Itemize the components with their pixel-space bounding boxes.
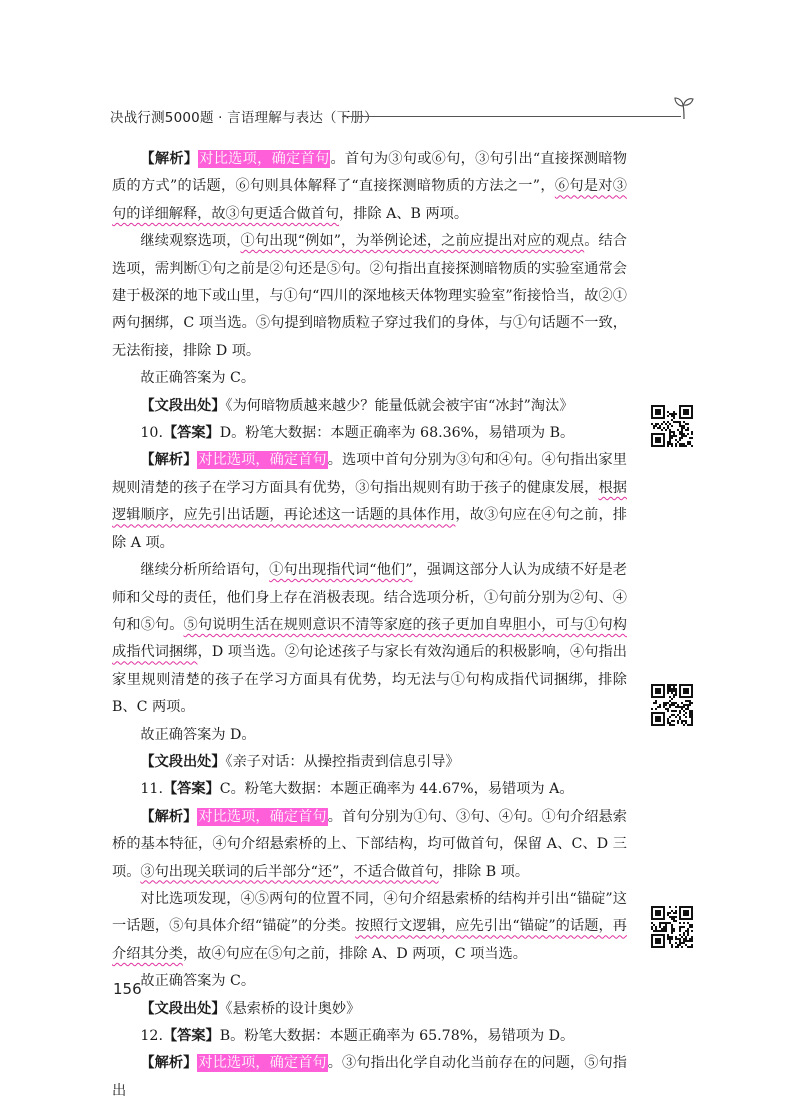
q9-p2-text-end: 。结合选项，需判断①句之前是②句还是⑤句。②句指出直接探测暗物质的实验室通常会建于极深的地下或山里，与①句“四川的深地核天体物理实验室”衔接恰当，故②①两句捆绑，C 项当选。⑤句提到暗物质粒子穿过我们的身体，与①句话题不一致，无法衔接，排除 D 项。 [112,233,627,359]
highlight-tip: 对比选项，确定首句 [198,808,327,825]
q9-analysis-text-end: ，排除 A、B 两项。 [339,205,469,222]
q10-p2-text: 继续分析所给语句， [140,562,270,579]
q11-answer [112,776,627,803]
q9-analysis-text: 。首句为③句或⑥句，③句引出“直接探测暗物质的方式”的话题，⑥句则具体解释了“直接探测暗物质的方法之一”， [112,151,627,195]
q10-p2-text-end: ，D 项当选。②句论述孩子与家长有效沟通后的积极影响，④句指出家里规则清楚的孩子在学习方面具有优势，均无法与①句构成指代词捆绑，排除 B、C 两项。 [112,644,627,716]
q11-p2-text: 对比选项发现，④⑤两句的位置不同，④句介绍悬索桥的结构并引出“锚碇”这一话题，⑤句具体介绍“锚碇”的分类。 [112,890,627,935]
q12-number: 12. [140,1028,163,1044]
qr-code-icon[interactable] [651,405,693,447]
q9-analysis [112,146,627,228]
q12-analysis [112,1050,627,1105]
page-number: 156 [113,980,142,998]
q12-answer [112,1023,627,1050]
q11-paragraph-2 [112,886,627,968]
answer-label: 【答案】 [162,781,220,798]
qr-code-icon[interactable] [651,906,693,948]
analysis-label: 【解析】 [140,1055,198,1072]
q10-source-text: 《亲子对话：从操控指责到信息引导》 [225,753,460,770]
wavy-underline: 根据逻辑顺序，应先引出话题，再论述这一话题的具体作用 [112,479,627,524]
q9-source-text: 《为何暗物质越来越少？能量低就会被宇宙“冰封”淘汰》 [225,397,574,414]
q9-paragraph-2 [112,228,627,365]
wavy-underline: ①句出现指代词“他们” [269,562,413,579]
q10-conclusion: 故正确答案为 D。 [140,726,256,743]
answer-label: 【答案】 [162,1028,220,1044]
running-header [110,104,695,134]
source-label: 【文段出处】 [140,753,226,770]
wavy-underline: 按照行文逻辑，应先引出“锚碇”的话题，再介绍其分类 [112,918,627,962]
answer-label: 【答案】 [162,425,220,442]
q10-analysis-text-end: ，故③句应在④句之前，排除 A 项。 [112,507,627,551]
wavy-underline: ③句出现关联词的后半部分“还”，不适合做首句 [140,863,439,880]
q12-analysis-text: 。③句指出化学自动化当前存在的问题，⑤句指出 [112,1055,627,1099]
sprout-icon [673,96,695,120]
q10-answer-text: D。粉笔大数据：本题正确率为 68.36%，易错项为 B。 [219,425,575,442]
q11-source [112,996,627,1023]
q9-source [112,393,627,420]
q10-paragraph-2 [112,557,627,721]
wavy-underline: ⑥句是对③句的详细解释，故③句更适合做首句 [112,178,627,222]
q10-source [112,749,627,776]
q9-conclusion: 故正确答案为 C。 [140,370,256,387]
q11-analysis [112,804,627,886]
qr-code-icon[interactable] [651,684,693,726]
q11-number: 11. [140,781,163,798]
explanation-body [112,146,627,1105]
source-label: 【文段出处】 [140,1000,226,1017]
q10-analysis [112,447,627,557]
source-label: 【文段出处】 [140,397,226,414]
analysis-label: 【解析】 [140,808,198,825]
q11-conclusion: 故正确答案为 C。 [140,973,256,990]
q10-analysis-text: 。选项中首句分别为③句和④句。④句指出家里规则清楚的孩子在学习方面具有优势，③句指出规则有助于孩子的健康发展， [112,452,627,496]
analysis-label: 【解析】 [140,452,198,469]
highlight-tip: 对比选项，确定首句 [199,151,330,167]
q11-analysis-text: 。首句分别为①句、③句、④句。①句介绍悬索桥的基本特征，④句介绍悬索桥的上、下部结构，均可做首句，保留 A、C、D 三项。 [112,808,627,880]
wavy-underline: ⑤句说明生活在规则意识不清等家庭的孩子更加自卑胆小，可与①句构成指代词捆绑 [112,616,627,661]
q11-analysis-text-end: ，排除 B 项。 [438,863,530,880]
book-title: 决战行测5000题 · 言语理解与表达（下册） [110,110,378,126]
q9-p2-text: 继续观察选项， [140,233,241,250]
q12-answer-text: B。粉笔大数据：本题正确率为 65.78%，易错项为 D。 [219,1028,575,1044]
analysis-label: 【解析】 [140,151,199,167]
q11-p2-text-end: ，故④句应在⑤句之前，排除 A、D 两项，C 项当选。 [182,945,527,962]
wavy-underline: ①句出现“例如”，为举例论述，之前应提出对应的观点 [240,233,585,250]
q10-answer [112,420,627,447]
q10-p2-text-mid: ，强调这部分人认为成绩不好是老师和父母的责任，他们身上存在消极表现。结合选项分析，①句前分别为②句、④句和⑤句。 [112,562,627,633]
q10-number: 10. [140,425,163,442]
q11-source-text: 《悬索桥的设计奥妙》 [225,1000,361,1017]
q11-answer-text: C。粉笔大数据：本题正确率为 44.67%，易错项为 A。 [219,781,574,798]
highlight-tip: 对比选项，确定首句 [198,452,327,469]
highlight-tip: 对比选项，确定首句 [198,1055,327,1072]
header-rule [342,116,681,117]
